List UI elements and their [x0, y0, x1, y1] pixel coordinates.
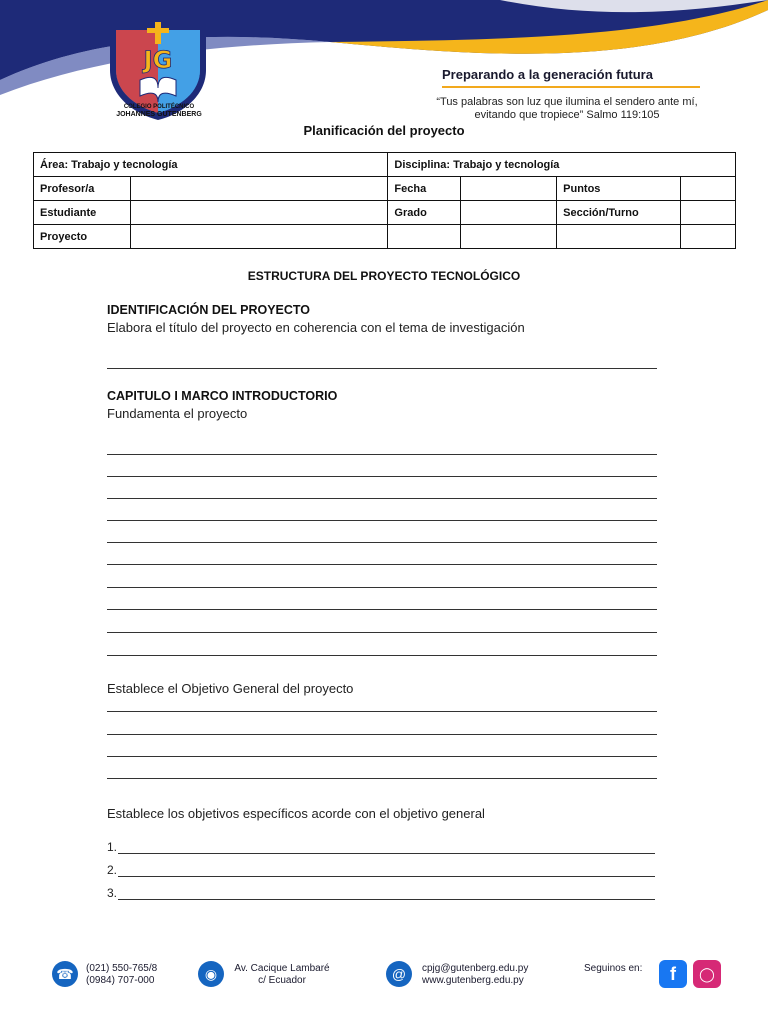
answer-line[interactable]	[107, 655, 657, 656]
answer-line[interactable]	[107, 520, 657, 521]
grado-label: Grado	[388, 201, 461, 225]
answer-line[interactable]	[107, 564, 657, 565]
slogan: Preparando a la generación futura	[442, 67, 653, 82]
capitulo-heading: CAPITULO I MARCO INTRODUCTORIO	[107, 389, 338, 403]
answer-line[interactable]	[107, 587, 657, 588]
slogan-underline	[442, 86, 700, 88]
proyecto-label: Proyecto	[34, 225, 131, 249]
objetivo-number: 1.	[107, 840, 118, 854]
answer-line[interactable]	[118, 853, 655, 854]
profesor-label: Profesor/a	[34, 177, 131, 201]
answer-line[interactable]	[107, 368, 657, 369]
estudiante-label: Estudiante	[34, 201, 131, 225]
structure-title: ESTRUCTURA DEL PROYECTO TECNOLÓGICO	[247, 269, 521, 283]
bible-verse: “Tus palabras son luz que ilumina el sendero ante mí, evitando que tropiece” Salmo 119:105	[436, 96, 698, 121]
estudiante-field[interactable]	[130, 201, 387, 225]
proyecto-field[interactable]	[130, 225, 387, 249]
identificacion-prompt: Elabora el título del proyecto en coherencia con el tema de investigación	[107, 320, 525, 335]
email-link[interactable]: cpjg@gutenberg.edu.py	[422, 963, 529, 974]
empty-cell	[461, 225, 557, 249]
fecha-field[interactable]	[461, 177, 557, 201]
answer-line[interactable]	[107, 542, 657, 543]
location-pin-icon: ◉	[198, 961, 224, 987]
answer-line[interactable]	[107, 756, 657, 757]
identificacion-heading: IDENTIFICACIÓN DEL PROYECTO	[107, 303, 311, 317]
table-row	[34, 201, 736, 225]
answer-line[interactable]	[107, 498, 657, 499]
at-sign-icon: @	[386, 961, 412, 987]
empty-cell	[557, 225, 681, 249]
profesor-field[interactable]	[130, 177, 387, 201]
phone-numbers: (021) 550-765/8 (0984) 707-000	[86, 963, 158, 986]
puntos-field[interactable]	[681, 177, 736, 201]
answer-line[interactable]	[118, 876, 655, 877]
svg-text:JG: JG	[143, 46, 173, 74]
answer-line[interactable]	[107, 711, 657, 712]
address: Av. Cacique Lambaré c/ Ecuador	[234, 963, 330, 986]
table-row	[34, 177, 736, 201]
document-title: Planificación del proyecto	[303, 123, 465, 138]
answer-line[interactable]	[118, 899, 655, 900]
follow-label: Seguinos en:	[584, 963, 643, 974]
objetivo-general-prompt: Establece el Objetivo General del proyecto	[107, 681, 354, 696]
fecha-label: Fecha	[388, 177, 461, 201]
table-row	[34, 153, 736, 177]
capitulo-prompt: Fundamenta el proyecto	[107, 406, 248, 421]
facebook-icon[interactable]: f	[659, 960, 687, 988]
objetivo-number: 3.	[107, 886, 118, 900]
answer-line[interactable]	[107, 609, 657, 610]
grado-field[interactable]	[461, 201, 557, 225]
answer-line[interactable]	[107, 476, 657, 477]
disciplina-cell: Disciplina: Trabajo y tecnología	[388, 153, 736, 177]
empty-cell	[388, 225, 461, 249]
school-name: COLEGIO POLITÉCNICO JOHANNES GUTENBERG	[116, 104, 202, 118]
project-info-table	[33, 152, 736, 249]
seccion-field[interactable]	[681, 201, 736, 225]
empty-cell	[681, 225, 736, 249]
answer-line[interactable]	[107, 778, 657, 779]
area-cell: Área: Trabajo y tecnología	[34, 153, 388, 177]
puntos-label: Puntos	[557, 177, 681, 201]
objetivo-number: 2.	[107, 863, 118, 877]
footer	[0, 958, 768, 998]
answer-line[interactable]	[107, 454, 657, 455]
instagram-icon[interactable]: ◯	[693, 960, 721, 988]
answer-line[interactable]	[107, 734, 657, 735]
seccion-label: Sección/Turno	[557, 201, 681, 225]
contact-web	[422, 963, 528, 987]
objetivos-especificos-prompt: Establece los objetivos específicos acorde con el objetivo general	[107, 806, 485, 821]
website-link[interactable]: www.gutenberg.edu.py	[422, 975, 524, 986]
phone-icon: ☎	[52, 961, 78, 987]
table-row	[34, 225, 736, 249]
answer-line[interactable]	[107, 632, 657, 633]
